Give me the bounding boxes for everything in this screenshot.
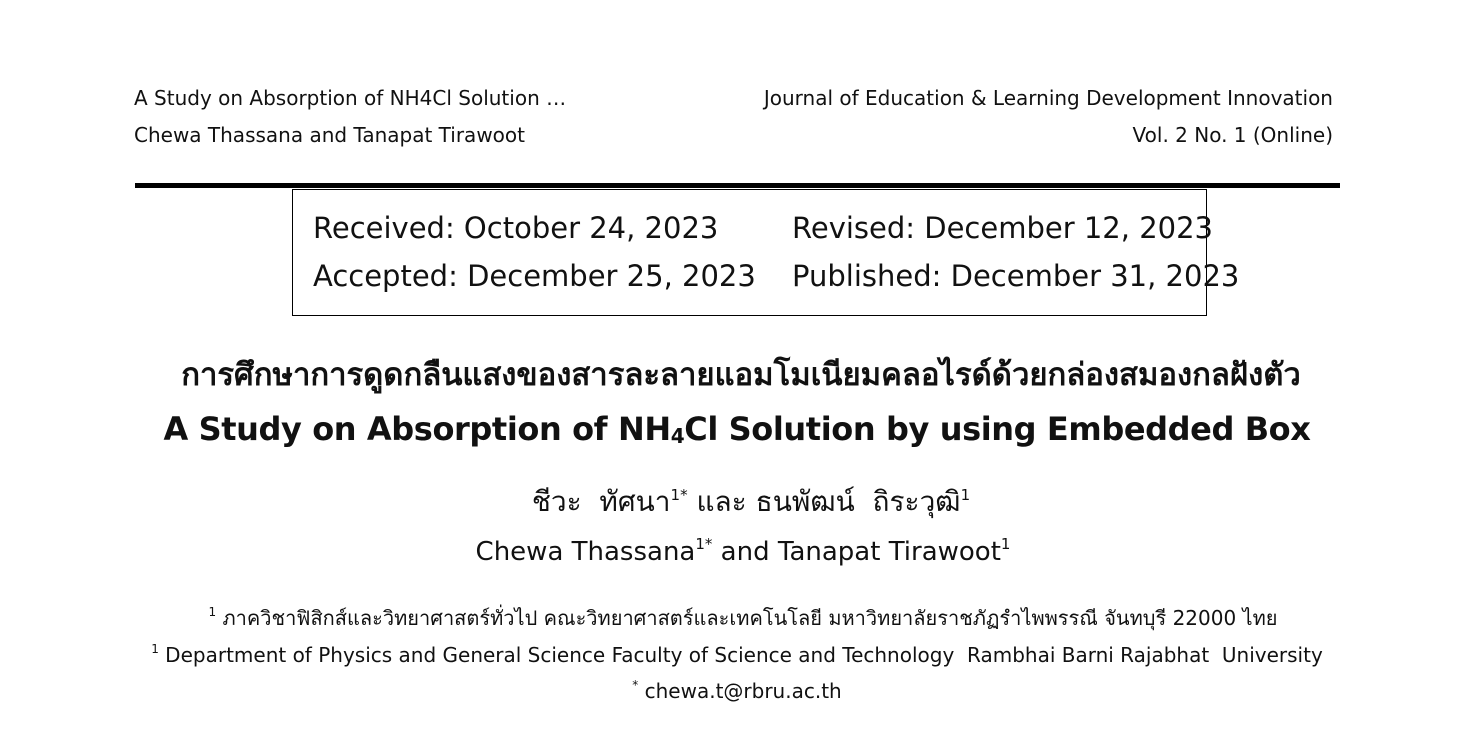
title-thai: การศึกษาการดูดกลืนแสงของสารละลายแอมโมเนียมคลอไรด์ด้วยกล่องสมองกลฝังตัว [181,357,1301,393]
corresponding-email [0,677,1474,705]
authors-thai [0,484,1474,520]
affiliation-english [0,641,1474,669]
affiliation-english-mark: 1 [151,642,159,656]
email-text: chewa.t@rbru.ac.th [638,679,842,703]
affiliation-thai-mark: 1 [208,605,217,619]
authors-thai-connector: และ [687,485,756,518]
title-english-prefix: A Study on Absorption of NH [163,410,671,448]
accepted-date: Accepted: December 25, 2023 [313,259,756,293]
authors-english [0,534,1474,570]
author2-english: Tanapat Tirawoot [777,537,1001,567]
author2-english-mark: 1 [1000,535,1011,553]
published-date: Published: December 31, 2023 [792,259,1240,293]
author1-thai-mark: 1* [670,486,688,504]
email-mark: * [632,678,639,692]
running-authors: Chewa Thassana and Tanapat Tirawoot [134,123,525,147]
title-english [0,409,1474,449]
header-rule [135,183,1340,188]
dates-box [292,189,1240,316]
authors-english-connector: and [712,537,778,567]
author1-thai: ชีวะ ทัศนา [531,485,671,518]
journal-name: Journal of Education & Learning Development Innovation [763,86,1333,110]
affiliation-thai-text: ภาควิชาฟิสิกส์และวิทยาศาสตร์ทั่วไป คณะวิทยาศาสตร์และเทคโนโลยี มหาวิทยาลัยราชภัฏรำไพพรรณี จันทบุรี 22000 ไทย [216,606,1278,630]
title-english-subscript: 4 [670,424,685,448]
author1-english-mark: 1* [695,535,713,553]
volume-issue: Vol. 2 No. 1 (Online) [1132,123,1333,147]
affiliation-english-text: Department of Physics and General Science Faculty of Science and Technology Rambhai Barni Rajabhat University [158,643,1323,667]
affiliation-thai [0,604,1474,632]
running-title: A Study on Absorption of NH4Cl Solution … [134,86,567,110]
author2-thai: ธนพัฒน์ ถิระวุฒิ [755,485,961,518]
received-date: Received: October 24, 2023 [313,211,719,245]
revised-date: Revised: December 12, 2023 [792,211,1213,245]
author1-english: Chewa Thassana [475,537,696,567]
title-english-suffix: Cl Solution by using Embedded Box [684,410,1311,448]
author2-thai-mark: 1 [960,486,971,504]
